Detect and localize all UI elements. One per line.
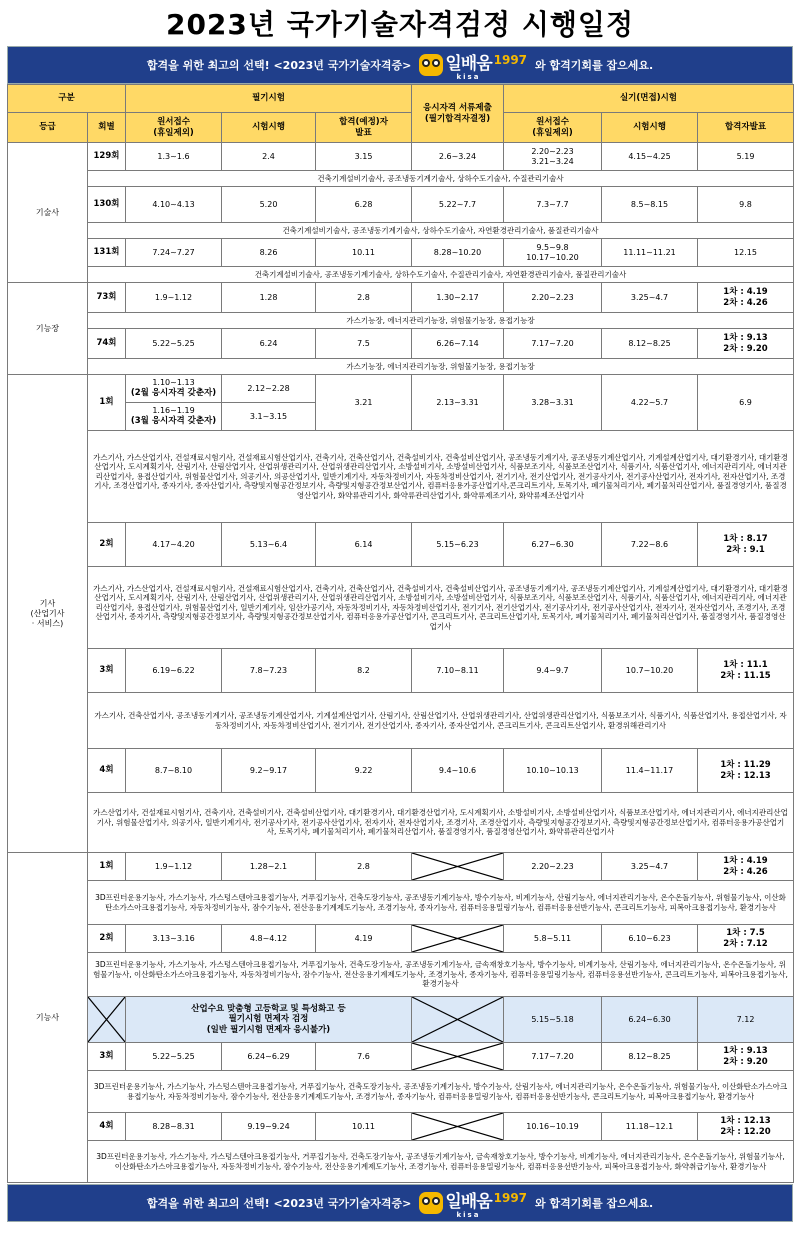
p-pass-cell bbox=[698, 523, 794, 567]
w-pass-cell: 4.19 bbox=[316, 925, 412, 953]
logo-year: 1997 bbox=[493, 1191, 528, 1205]
w-pass-cell: 6.14 bbox=[316, 523, 412, 567]
p-pass-1: 1차 : 4.19 bbox=[723, 855, 768, 866]
banner-text-left: 합격을 위한 최고의 선택! <2023년 국가기술자격증> bbox=[146, 59, 412, 72]
note-cell: 가스기사, 가스산업기사, 건설재료시험기사, 건설재료시험산업기사, 건축기사, 건축산업기사, 건축설비기사, 건축설비산업기사, 공조냉동기계기사, 공조냉동기계산업기사, 기계설계산업기사, 대기환경기사, 대기환경산업기사, 도시계획기사, 산림기사, 산림산업기사, 산업위생관리기사, 산업위생관리산업기사, 소방설비기사, 소방설비산업기사, 식품보조기사, 식품보조산업기사, 식품기사, 식품산업기사, 에너지관리기사, 에너지관리산업기사, 용접산업기사, 위험물산업기사, 의공기사, 의공산업기사, 일반기계기사, 자동차정비기사, 자동차정비산업기사, 전기기사, 전기산업기사, 전기공사기사, 전기공사산업기사, 전자기사, 전자산업기사, 조경기사, 조경산업기사, 종자기사, 종자산업기사, 측량및지형공간정보기사, 측량및지형공간정보산업기사, 컴퓨터응용가공산업기사,콘크리트기사, 토목기사, 폐기물처리기사, 폐기물처리산업기사, 품질경영기사, 품질경영산업기사, 화약류관리기사, 화약류관리산업기사, 화약류제조기사, 화약류제조산업기사 bbox=[88, 431, 794, 523]
p-pass-cell bbox=[698, 925, 794, 953]
grade-gisa-3: · 서비스) bbox=[31, 618, 64, 628]
p-exam-cell: 10.7~10.20 bbox=[602, 649, 698, 693]
header-p-apply bbox=[504, 113, 602, 143]
header-w-apply bbox=[126, 113, 222, 143]
logo-sub: kisa bbox=[456, 1211, 481, 1219]
table-row bbox=[8, 925, 794, 953]
schedule-table bbox=[7, 84, 794, 1183]
w-apply-a2-sub: (3월 응시자격 갖춘자) bbox=[130, 416, 217, 427]
logo-text: 일배움 bbox=[445, 1192, 492, 1212]
w-apply-cell: 1.3~1.6 bbox=[126, 143, 222, 171]
doc-cell: 9.4~10.6 bbox=[412, 749, 504, 793]
header-p-exam: 시험시행 bbox=[602, 113, 698, 143]
note-cell: 3D프린터운용기능사, 가스기능사, 가스텅스텐아크용접기능사, 거푸집기능사, 건축도장기능사, 공조냉동기계기능사, 금속재창호기능사, 방수기능사, 비계기능사, 산림기능사, 에너지관리기능사, 온수온돌기능사, 위험물기능사, 이산화탄소가스아크용접기능사, 자동차정비기능사, 잠수기능사, 전산응용기계제도기능사, 조경기능사, 종자기능사, 컴퓨터응용밀링기능사, 컴퓨터응용선반기능사, 콘크리트기능사, 피복아크용접기능사, 환경기능사 bbox=[88, 953, 794, 997]
p-apply-cell: 5.15~5.18 bbox=[504, 997, 602, 1043]
logo-sub: kisa bbox=[456, 73, 481, 81]
p-apply-cell: 3.28~3.31 bbox=[504, 375, 602, 431]
table-row bbox=[8, 375, 794, 403]
p-exam-cell: 6.24~6.30 bbox=[602, 997, 698, 1043]
round-cell: 73회 bbox=[88, 283, 126, 313]
note-cell: 3D프린터운용기능사, 가스기능사, 가스텅스텐아크용접기능사, 거푸집기능사, 건축도장기능사, 공조냉동기계기능사, 방수기능사, 비계기능사, 산림기능사, 에너지관리기능사, 온수온돌기능사, 위험물기능사, 이산화탄소가스아크용접기능사, 자동차정비기능사, 잠수기능사, 전산응용기계제도기능사, 조경기능사, 종자기능사, 컴퓨터응용밀링기능사, 컴퓨터응용선반기능사, 콘크리트기능사, 피복아크용접기능사, 환경기능사 bbox=[88, 881, 794, 925]
p-exam-cell: 11.11~11.21 bbox=[602, 239, 698, 267]
p-pass-cell bbox=[698, 749, 794, 793]
p-pass-1: 1차 : 8.17 bbox=[723, 533, 768, 544]
p-pass-1: 1차 : 9.13 bbox=[723, 332, 768, 343]
grade-gisulsa: 기술사 bbox=[8, 143, 88, 283]
p-apply-cell: 9.4~9.7 bbox=[504, 649, 602, 693]
table-row bbox=[8, 1043, 794, 1071]
w-apply-cell: 4.10~4.13 bbox=[126, 187, 222, 223]
w-apply-a1-sub: (2월 응시자격 갖춘자) bbox=[130, 388, 217, 399]
w-pass-label: 합격(예정)자 bbox=[339, 116, 388, 127]
w-apply-cell: 7.24~7.27 bbox=[126, 239, 222, 267]
brand-logo bbox=[419, 1187, 527, 1219]
doc-cell: 5.15~6.23 bbox=[412, 523, 504, 567]
p-pass-cell: 9.8 bbox=[698, 187, 794, 223]
p-apply-cell: 10.10~10.13 bbox=[504, 749, 602, 793]
note-cell: 가스기능장, 에너지관리기능장, 위험물기능장, 용접기능장 bbox=[88, 359, 794, 375]
header-category: 구분 bbox=[8, 85, 126, 113]
p-pass-cell bbox=[698, 649, 794, 693]
p-exam-cell: 4.22~5.7 bbox=[602, 375, 698, 431]
doc-cell: 7.10~8.11 bbox=[412, 649, 504, 693]
p-exam-cell: 4.15~4.25 bbox=[602, 143, 698, 171]
round-cell: 131회 bbox=[88, 239, 126, 267]
doc-cell-na bbox=[412, 925, 504, 953]
doc-cell: 8.28~10.20 bbox=[412, 239, 504, 267]
p-pass-2: 2차 : 9.1 bbox=[726, 544, 765, 555]
doc-cell: 2.13~3.31 bbox=[412, 375, 504, 431]
p-pass-1: 1차 : 4.19 bbox=[723, 286, 768, 297]
doc-cell: 5.22~7.7 bbox=[412, 187, 504, 223]
round-cell: 130회 bbox=[88, 187, 126, 223]
w-exam-cell: 5.20 bbox=[222, 187, 316, 223]
promo-banner-bottom[interactable] bbox=[7, 1184, 793, 1222]
p-apply-cell bbox=[504, 143, 602, 171]
w-exam-cell: 1.28 bbox=[222, 283, 316, 313]
w-exam-cell: 2.12~2.28 bbox=[222, 375, 316, 403]
grade-gineungsa: 기능사 bbox=[8, 853, 88, 1183]
banner-text-left: 합격을 위한 최고의 선택! <2023년 국가기술자격증> bbox=[146, 1197, 412, 1210]
w-apply-label: 원서접수 bbox=[157, 116, 190, 127]
table-row bbox=[8, 329, 794, 359]
cross-mark-icon bbox=[88, 997, 125, 1042]
w-pass-cell: 3.15 bbox=[316, 143, 412, 171]
table-row bbox=[8, 853, 794, 881]
w-apply-cell bbox=[126, 403, 222, 431]
round-cell: 4회 bbox=[88, 1113, 126, 1141]
note-cell: 3D프린터운용기능사, 가스기능사, 가스텅스텐아크용접기능사, 거푸집기능사, 건축도장기능사, 공조냉동기계기능사, 방수기능사, 산림기능사, 에너지관리기능사, 온수온돌기능사, 위험물기능사, 이산화탄소가스아크용접기능사, 자동차정비기능사, 잠수기능사, 전산응용기계제도기능사, 조경기능사, 종자기능사, 컴퓨터응용밀링기능사, 컴퓨터응용선반기능사, 콘크리트기능사, 피복아크용접기능사, 환경기능사 bbox=[88, 1071, 794, 1113]
grade-gisa-1: 기사 bbox=[39, 598, 56, 608]
special-exam-desc bbox=[126, 997, 412, 1043]
note-cell: 가스기사, 건축산업기사, 공조냉동기계기사, 공조냉동기계산업기사, 기계설계산업기사, 산림기사, 산림산업기사, 산업위생관리기사, 산업위생관리산업기사, 식품보조기사, 식품기사, 식품산업기사, 용접산업기사, 자동차정비기사, 자동차정비산업기사, 전기기사, 전기산업기사, 종자기사, 종자산업기사, 콘크리트기사, 콘크리트산업기사, 환경위해관리기사 bbox=[88, 693, 794, 749]
p-apply-cell bbox=[504, 239, 602, 267]
p-pass-cell: 6.9 bbox=[698, 375, 794, 431]
special-line-1: 산업수요 맞춤형 고등학교 및 특성화고 등 bbox=[191, 1003, 346, 1014]
grade-gineungjang: 기능장 bbox=[8, 283, 88, 375]
p-exam-cell: 8.5~8.15 bbox=[602, 187, 698, 223]
w-exam-cell: 7.8~7.23 bbox=[222, 649, 316, 693]
w-exam-cell: 3.1~3.15 bbox=[222, 403, 316, 431]
p-exam-cell: 8.12~8.25 bbox=[602, 329, 698, 359]
table-row bbox=[8, 187, 794, 223]
w-apply-cell: 6.19~6.22 bbox=[126, 649, 222, 693]
doc-cell: 6.26~7.14 bbox=[412, 329, 504, 359]
w-exam-cell: 6.24~6.29 bbox=[222, 1043, 316, 1071]
header-w-exam: 시험시행 bbox=[222, 113, 316, 143]
p-pass-cell bbox=[698, 1043, 794, 1071]
w-apply-cell: 5.22~5.25 bbox=[126, 329, 222, 359]
cross-mark-icon bbox=[412, 1043, 503, 1070]
p-exam-cell: 8.12~8.25 bbox=[602, 1043, 698, 1071]
p-pass-2: 2차 : 12.13 bbox=[720, 770, 771, 781]
logo-year: 1997 bbox=[493, 53, 528, 67]
banner-text-right: 와 합격기회를 잡으세요. bbox=[535, 59, 654, 72]
p-pass-1: 1차 : 12.13 bbox=[720, 1115, 771, 1126]
banner-text-right: 와 합격기회를 잡으세요. bbox=[535, 1197, 654, 1210]
table-row bbox=[8, 749, 794, 793]
p-pass-2: 2차 : 9.20 bbox=[723, 343, 768, 354]
round-cell: 2회 bbox=[88, 925, 126, 953]
page-title: 2023년 국가기술자격검정 시행일정 bbox=[165, 8, 635, 41]
cross-mark-icon bbox=[412, 925, 503, 952]
p-exam-cell: 7.22~8.6 bbox=[602, 523, 698, 567]
p-apply-sub: (휴일제외) bbox=[532, 127, 573, 138]
header-practical: 실기(면접)시험 bbox=[504, 85, 794, 113]
p-pass-2: 2차 : 4.26 bbox=[723, 866, 768, 877]
w-pass-sub: 발표 bbox=[355, 127, 372, 138]
p-pass-2: 2차 : 9.20 bbox=[723, 1056, 768, 1067]
w-exam-cell: 9.2~9.17 bbox=[222, 749, 316, 793]
w-apply-cell: 4.17~4.20 bbox=[126, 523, 222, 567]
doc-cell-na bbox=[412, 997, 504, 1043]
owl-icon bbox=[419, 1192, 443, 1214]
doc-cell: 2.6~3.24 bbox=[412, 143, 504, 171]
w-pass-cell: 2.8 bbox=[316, 283, 412, 313]
doc-submit-label: 응시자격 서류제출 bbox=[423, 102, 492, 113]
p-pass-1: 1차 : 7.5 bbox=[726, 927, 765, 938]
round-cell: 2회 bbox=[88, 523, 126, 567]
w-apply-cell: 3.13~3.16 bbox=[126, 925, 222, 953]
w-exam-cell: 6.24 bbox=[222, 329, 316, 359]
w-apply-cell: 5.22~5.25 bbox=[126, 1043, 222, 1071]
w-apply-sub: (휴일제외) bbox=[153, 127, 194, 138]
p-pass-1: 1차 : 11.29 bbox=[720, 759, 771, 770]
p-exam-cell: 11.18~12.1 bbox=[602, 1113, 698, 1141]
doc-cell-na bbox=[412, 853, 504, 881]
p-pass-cell bbox=[698, 1113, 794, 1141]
p-pass-1: 1차 : 11.1 bbox=[723, 659, 768, 670]
grade-gisa bbox=[8, 375, 88, 853]
p-pass-cell: 7.12 bbox=[698, 997, 794, 1043]
p-pass-cell bbox=[698, 853, 794, 881]
w-pass-cell: 10.11 bbox=[316, 1113, 412, 1141]
p-pass-cell: 12.15 bbox=[698, 239, 794, 267]
p-apply-cell: 7.17~7.20 bbox=[504, 1043, 602, 1071]
logo-text: 일배움 bbox=[445, 54, 492, 74]
w-apply-cell: 1.9~1.12 bbox=[126, 283, 222, 313]
p-pass-cell: 5.19 bbox=[698, 143, 794, 171]
round-cell: 4회 bbox=[88, 749, 126, 793]
p-pass-2: 2차 : 4.26 bbox=[723, 297, 768, 308]
round-cell-na bbox=[88, 997, 126, 1043]
p-apply-1: 2.20~2.23 bbox=[531, 146, 574, 156]
header-round: 회별 bbox=[88, 113, 126, 143]
w-pass-cell: 7.5 bbox=[316, 329, 412, 359]
doc-cell-na bbox=[412, 1113, 504, 1141]
round-cell: 1회 bbox=[88, 375, 126, 431]
header-doc-submit bbox=[412, 85, 504, 143]
p-pass-2: 2차 : 7.12 bbox=[723, 938, 768, 949]
owl-icon bbox=[419, 54, 443, 76]
note-cell: 3D프린터운용기능사, 가스기능사, 가스텅스텐아크용접기능사, 거푸집기능사, 건축도장기능사, 공조냉동기계기능사, 금속재창호기능사, 방수기능사, 비계기능사, 에너지관리기능사, 온수온돌기능사, 위험물기능사, 이산화탄소가스아크용접기능사, 자동차정비기능사, 잠수기능사, 전산응용기계제도기능사, 조경기능사, 컴퓨터응용밀링기능사, 컴퓨터응용선반기능사, 피복아크용접기능사, 화약취급기능사, 환경기능사 bbox=[88, 1141, 794, 1183]
p-pass-2: 2차 : 12.20 bbox=[720, 1126, 771, 1137]
grade-gisa-2: (산업기사 bbox=[30, 608, 65, 618]
p-apply-2: 3.21~3.24 bbox=[531, 156, 574, 166]
header-p-pass: 합격자발표 bbox=[698, 113, 794, 143]
p-pass-1: 1차 : 9.13 bbox=[723, 1045, 768, 1056]
w-pass-cell: 6.28 bbox=[316, 187, 412, 223]
promo-banner-top[interactable] bbox=[7, 46, 793, 84]
w-apply-cell: 8.7~8.10 bbox=[126, 749, 222, 793]
table-row bbox=[8, 1113, 794, 1141]
p-exam-cell: 3.25~4.7 bbox=[602, 853, 698, 881]
w-exam-cell: 1.28~2.1 bbox=[222, 853, 316, 881]
w-pass-cell: 8.2 bbox=[316, 649, 412, 693]
w-apply-cell bbox=[126, 375, 222, 403]
p-apply-cell: 2.20~2.23 bbox=[504, 853, 602, 881]
p-pass-2: 2차 : 11.15 bbox=[720, 670, 771, 681]
p-pass-cell bbox=[698, 283, 794, 313]
p-apply-label: 원서접수 bbox=[536, 116, 569, 127]
table-row bbox=[8, 649, 794, 693]
round-cell: 3회 bbox=[88, 649, 126, 693]
p-exam-cell: 11.4~11.17 bbox=[602, 749, 698, 793]
w-exam-cell: 5.13~6.4 bbox=[222, 523, 316, 567]
round-cell: 129회 bbox=[88, 143, 126, 171]
p-exam-cell: 3.25~4.7 bbox=[602, 283, 698, 313]
w-pass-cell: 10.11 bbox=[316, 239, 412, 267]
special-line-3: (일반 필기시험 면제자 응시불가) bbox=[206, 1024, 331, 1035]
cross-mark-icon bbox=[412, 997, 503, 1042]
round-cell: 74회 bbox=[88, 329, 126, 359]
w-apply-cell: 1.9~1.12 bbox=[126, 853, 222, 881]
p-apply-1: 9.5~9.8 bbox=[536, 242, 569, 252]
w-exam-cell: 9.19~9.24 bbox=[222, 1113, 316, 1141]
p-apply-cell: 7.17~7.20 bbox=[504, 329, 602, 359]
table-row-special bbox=[8, 997, 794, 1043]
doc-cell-na bbox=[412, 1043, 504, 1071]
note-cell: 가스기능장, 에너지관리기능장, 위험물기능장, 용접기능장 bbox=[88, 313, 794, 329]
table-row bbox=[8, 283, 794, 313]
special-line-2: 필기시험 면제자 검정 bbox=[228, 1014, 309, 1025]
round-cell: 1회 bbox=[88, 853, 126, 881]
table-row bbox=[8, 143, 794, 171]
w-apply-a2: 1.16~1.19 bbox=[152, 406, 195, 416]
p-apply-cell: 10.16~10.19 bbox=[504, 1113, 602, 1141]
note-cell: 건축기계설비기술사, 공조냉동기계기술사, 상하수도기술사, 자연환경관리기술사, 품질관리기술사 bbox=[88, 223, 794, 239]
cross-mark-icon bbox=[412, 853, 503, 880]
header-written: 필기시험 bbox=[126, 85, 412, 113]
w-apply-cell: 8.28~8.31 bbox=[126, 1113, 222, 1141]
p-apply-cell: 7.3~7.7 bbox=[504, 187, 602, 223]
table-row bbox=[8, 239, 794, 267]
header-w-pass bbox=[316, 113, 412, 143]
doc-cell: 1.30~2.17 bbox=[412, 283, 504, 313]
w-pass-cell: 3.21 bbox=[316, 375, 412, 431]
w-exam-cell: 8.26 bbox=[222, 239, 316, 267]
doc-submit-sub: (필기합격자결정) bbox=[424, 113, 491, 124]
w-pass-cell: 2.8 bbox=[316, 853, 412, 881]
note-cell: 가스산업기사, 건설재료시험기사, 건축기사, 건축설비기사, 건축설비산업기사, 대기환경기사, 대기환경산업기사, 도시계획기사, 소방설비기사, 소방설비산업기사, 식품보조산업기사, 에너지관리기사, 에너지관리산업기사, 위험물산업기사, 의공기사, 일반기계기사, 전기공사기사, 전기공사산업기사, 전자기사, 전자산업기사, 조경기사, 조경산업기사, 측량및지형공간정보기사, 측량및지형공간정보산업기사, 컴퓨터응용가공산업기사, 토목기사, 폐기물처리기사, 폐기물처리산업기사, 품질경영기사, 품질경영산업기사, 화약류관리산업기사 bbox=[88, 793, 794, 853]
p-apply-cell: 6.27~6.30 bbox=[504, 523, 602, 567]
note-cell: 건축기계설비기술사, 공조냉동기계기술사, 상하수도기술사, 수질관리기술사 bbox=[88, 171, 794, 187]
round-cell: 3회 bbox=[88, 1043, 126, 1071]
note-cell: 건축기계설비기술사, 공조냉동기계기술사, 상하수도기술사, 수질관리기술사, 자연환경관리기술사, 품질관리기술사 bbox=[88, 267, 794, 283]
p-pass-cell bbox=[698, 329, 794, 359]
header-grade: 등급 bbox=[8, 113, 88, 143]
w-exam-cell: 2.4 bbox=[222, 143, 316, 171]
brand-logo bbox=[419, 49, 527, 81]
p-exam-cell: 6.10~6.23 bbox=[602, 925, 698, 953]
w-pass-cell: 7.6 bbox=[316, 1043, 412, 1071]
cross-mark-icon bbox=[412, 1113, 503, 1140]
w-pass-cell: 9.22 bbox=[316, 749, 412, 793]
p-apply-2: 10.17~10.20 bbox=[526, 252, 579, 262]
table-row bbox=[8, 523, 794, 567]
p-apply-cell: 5.8~5.11 bbox=[504, 925, 602, 953]
w-exam-cell: 4.8~4.12 bbox=[222, 925, 316, 953]
note-cell: 가스기사, 가스산업기사, 건설재료시험기사, 건설재료시험산업기사, 건축기사, 건축산업기사, 건축설비기사, 건축설비산업기사, 공조냉동기계기사, 공조냉동기계산업기사, 기계설계산업기사, 대기환경기사, 대기환경산업기사, 도시계획기사, 산림기사, 산림산업기사, 산업위생관리기사, 산업위생관리산업기사, 소방설비기사, 소방설비산업기사, 식품보조기사, 식품보조산업기사, 식품기사, 식품산업기사, 에너지관리기사, 에너지관리산업기사, 용접산업기사, 위험물산업기사, 일반기계기사, 임산가공기사, 자동차정비기사, 자동차정비산업기사, 전기기사, 전기산업기사, 전기공사기사, 전기공사산업기사, 전자기사, 전자산업기사, 조경기사, 조경산업기사, 종자기사, 측량및지형공간정보기사, 측량및지형공간정보산업기사, 컴퓨터응용가공산업기사, 콘크리트기사, 콘크리트산업기사, 토목기사, 폐기물처리기사, 폐기물처리산업기사, 품질경영기사, 품질경영산업기사 bbox=[88, 567, 794, 649]
w-apply-a1: 1.10~1.13 bbox=[152, 378, 195, 388]
p-apply-cell: 2.20~2.23 bbox=[504, 283, 602, 313]
